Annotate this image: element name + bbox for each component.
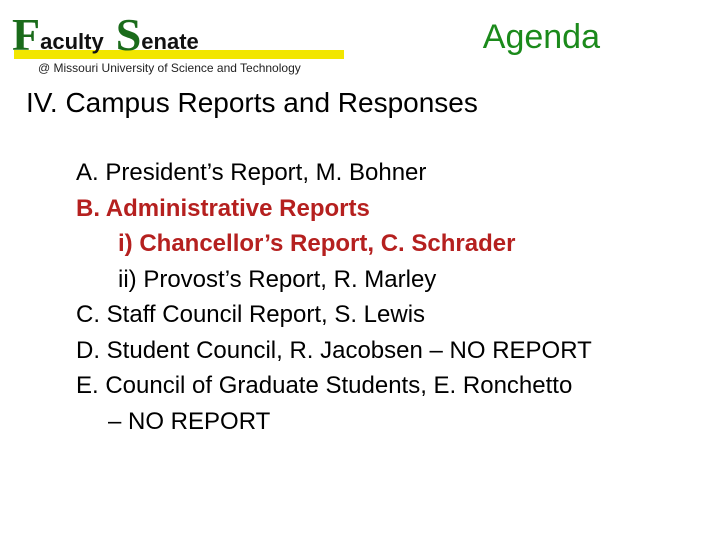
page-title: Agenda xyxy=(482,18,600,56)
agenda-item-e-continued: – NO REPORT xyxy=(108,407,271,435)
agenda-subitem-i: i) Chancellor’s Report, C. Schrader xyxy=(118,230,516,257)
agenda-list xyxy=(76,155,696,439)
faculty-senate-logo xyxy=(8,10,348,74)
logo-word-senate: enate xyxy=(141,29,199,54)
agenda-item-d: D. Student Council, R. Jacobsen – NO REPORT xyxy=(76,336,592,364)
logo-wordmark xyxy=(12,9,199,60)
logo-initial-s: S xyxy=(115,9,142,60)
logo-subtitle: @ Missouri University of Science and Technology xyxy=(38,61,301,75)
agenda-item-a: A. President’s Report, M. Bohner xyxy=(76,159,427,186)
agenda-subitem-ii: ii) Provost’s Report, R. Marley xyxy=(118,265,437,293)
logo-word-faculty: aculty xyxy=(40,29,104,54)
section-heading: IV. Campus Reports and Responses xyxy=(26,87,478,118)
agenda-item-b: B. Administrative Reports xyxy=(76,194,370,222)
logo-initial-f: F xyxy=(12,9,41,60)
agenda-item-c: C. Staff Council Report, S. Lewis xyxy=(76,301,426,328)
agenda-item-e: E. Council of Graduate Students, E. Ronchetto xyxy=(76,372,573,399)
